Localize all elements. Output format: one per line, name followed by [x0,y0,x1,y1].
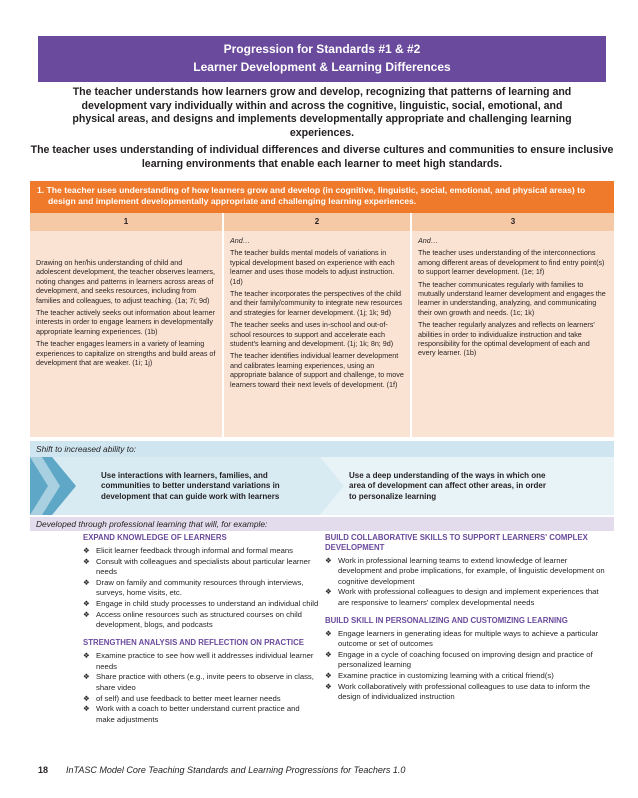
column-2-paragraph: The teacher seeks and uses in-school and out-of-school resources to support and accelerate each student's learning and development. (1j; 1k; 8n; 9d) [230,320,394,349]
diamond-bullet-icon: ❖ [325,587,332,597]
list-item: ❖ Work with a coach to better understand current practice and make adjustments [83,704,300,724]
shift-label-bar: Shift to increased ability to: [30,441,614,457]
list-item: ❖ Consult with colleagues and specialists about particular learner needs [83,556,311,577]
diamond-bullet-icon: ❖ [325,671,332,681]
shift-item-2: Use a deep understanding of the ways in which one area of development can affect other areas, in order to personalize learning [349,471,546,501]
diamond-bullet-icon: ❖ [325,628,332,638]
column-header-3: 3 [412,213,614,231]
progression-column-3 [412,231,614,437]
list-item: ❖ Work in professional learning teams to extend knowledge of learner development and probe implications, for example, of linguistic development on cognitive development [325,556,605,586]
diamond-bullet-icon: ❖ [83,672,90,682]
column-1-paragraph: Drawing on her/his understanding of child and adolescent development, the teacher observes learners, noting changes and patterns in learners across areas of development, and seeks resources, including from families and colleagues, to adjust teaching. (1a; 7i; 9d) [36,258,215,305]
column-header-1: 1 [30,213,222,231]
column-1-paragraph: The teacher engages learners in a variety of learning experiences to capitalize on strengths and build areas of development that are weaker. (1i; 1j) [36,339,216,368]
column-header-2: 2 [224,213,410,231]
diamond-bullet-icon: ❖ [325,681,332,691]
banner-subtitle: Learner Development & Learning Differences [193,60,451,74]
diamond-bullet-icon: ❖ [83,693,90,703]
development-label-bar: Developed through professional learning that will, for example: [30,517,614,531]
section-title: BUILD SKILL IN PERSONALIZING AND CUSTOMIZING LEARNING [325,615,568,625]
diamond-bullet-icon: ❖ [83,651,90,661]
diamond-bullet-icon: ❖ [83,577,90,587]
section-title: STRENGTHEN ANALYSIS AND REFLECTION ON PRACTICE [83,638,304,648]
development-right-column [325,533,607,703]
column-3-paragraph: The teacher uses understanding of the interconnections among different areas of development to find entry point(s) to support learner development. (1e; 1f) [418,248,605,277]
diamond-bullet-icon: ❖ [325,650,332,660]
standard-heading: 1. The teacher uses understanding of how learners grow and develop (in cognitive, linguistic, social, emotional, and physical areas) to design and implement developmentally appropriate and challenging learning experiences. [30,181,614,213]
column-3-and-label: And… [418,236,438,245]
list-item: ❖ Engage in a cycle of coaching focused on improving design and practice of personalized learning [325,650,593,670]
column-2-paragraph: The teacher builds mental models of variations in typical development based on experience with each learner and uses those models to adjust instruction. (1d) [230,248,395,286]
footer-text: InTASC Model Core Teaching Standards and Learning Progressions for Teachers 1.0 [66,765,406,775]
shift-item-1: Use interactions with learners, families, and communities to better understand variations in development that can guide work with learners [101,471,280,501]
column-2-paragraph: The teacher identifies individual learner development and calibrates learning experiences, using an appropriate balance of support and challenge, to move learners toward their next levels of development. (1f) [230,351,404,389]
list-item: ❖ Access online resources such as structured courses on child development, blogs, and podcasts [83,609,302,630]
progression-column-1 [30,231,222,437]
diamond-bullet-icon: ❖ [83,598,90,608]
list-item: ❖ Draw on family and community resources through interviews, surveys, home visits, etc. [83,577,304,598]
page-number: 18 [38,765,49,775]
list-item: ❖ Engage in child study processes to understand an individual child [83,598,319,608]
list-item: ❖ Examine practice to see how well it addresses individual learner needs [83,651,314,671]
intro-paragraph-2: The teacher uses understanding of individual differences and diverse cultures and communities to ensure inclusive learning environments that enable each learner to meet high standards. [30,144,614,170]
list-item: ❖ Share practice with others (e.g., invite peers to observe in class, share video [83,672,314,692]
diamond-bullet-icon: ❖ [83,609,90,619]
column-3-paragraph: The teacher regularly analyzes and reflects on learners' abilities in order to individualize instruction and take responsibility for the optimal development of each and every learner. (1b) [418,320,595,358]
development-left-column [83,533,319,725]
list-item: ❖ Work collaboratively with professional colleagues to use data to inform the design of individualized instruction [325,681,590,702]
diamond-bullet-icon: ❖ [83,546,90,555]
list-item: ❖ Work with professional colleagues to design and implement experiences that are responsive to learners' complex developmental needs [325,587,599,607]
page-banner [38,36,606,82]
column-3-paragraph: The teacher communicates regularly with families to mutually understand learner development and engages the learner in understanding, analyzing, and communicating their own growth and needs. (1c; 1k) [418,279,606,317]
progression-column-2 [224,231,410,437]
column-1-paragraph: The teacher actively seeks out information about learner interests in order to engage learners in developmentally appropriate learning experiences. (1b) [36,308,215,336]
column-2-paragraph: The teacher incorporates the perspectives of the child and their family/community to integrate new resources and strategies for learner development. (1j; 1k; 9d) [230,289,403,317]
banner-title: Progression for Standards #1 & #2 [223,42,421,56]
section-title: BUILD COLLABORATIVE SKILLS TO SUPPORT LEARNERS' COMPLEX DEVELOPMENT [325,533,588,552]
diamond-bullet-icon: ❖ [83,556,90,566]
diamond-bullet-icon: ❖ [83,704,90,714]
list-item: ❖ Engage learners in generating ideas for multiple ways to achieve a particular outcome or set of outcomes [325,628,599,649]
list-item: ❖ Elicit learner feedback through informal and formal means [83,546,293,555]
list-item: ❖ of self) and use feedback to better meet learner needs [83,693,281,703]
column-2-and-label: And… [230,236,250,245]
list-item: ❖ Examine practice in customizing learning with a critical friend(s) [325,671,554,681]
diamond-bullet-icon: ❖ [325,556,332,565]
intro-paragraph-1: The teacher understands how learners grow and develop, recognizing that patterns of learning and development vary individually within and across the cognitive, linguistic, social, emotional, and physical areas, and designs and implements developmentally appropriate and challenging learning experiences. [72,86,572,139]
section-title: EXPAND KNOWLEDGE OF LEARNERS [83,533,227,542]
